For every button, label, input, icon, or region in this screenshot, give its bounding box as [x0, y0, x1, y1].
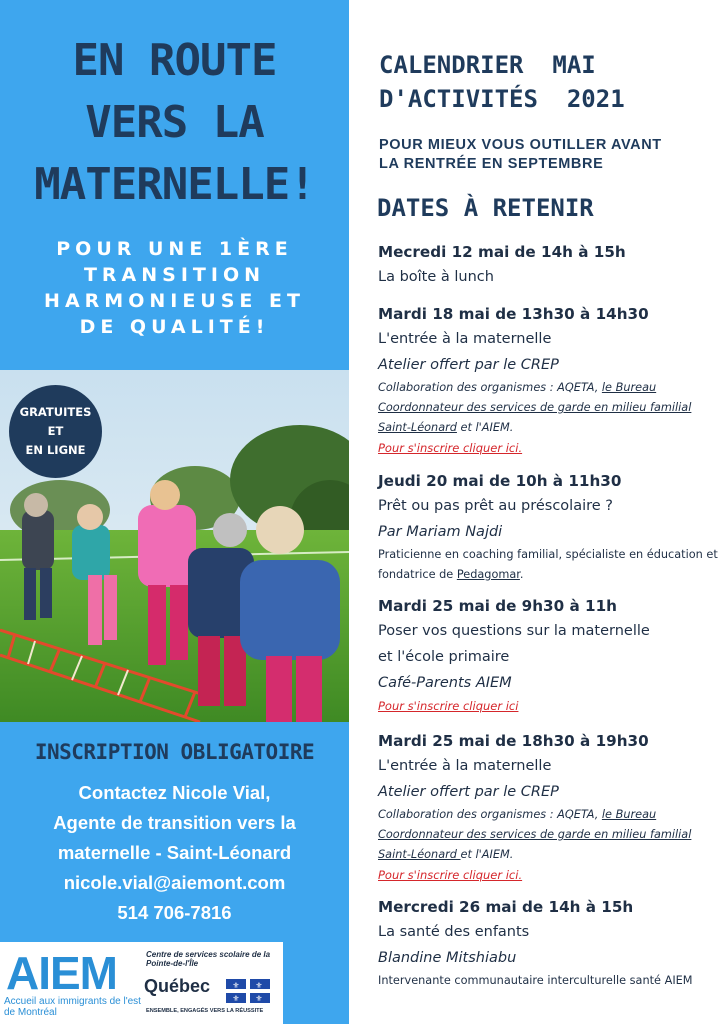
event-presenter: Blandine Mitshiabu — [378, 950, 517, 966]
aiem-logo: AIEM — [6, 947, 117, 999]
quebec-flag-icon — [226, 979, 270, 1003]
event-item — [378, 895, 718, 991]
note-text: Collaboration des organismes : AQETA, — [378, 381, 602, 394]
svg-text:⚜: ⚜ — [232, 981, 240, 990]
contact-email[interactable]: nicole.vial@aiemont.com — [63, 872, 286, 893]
calendar-subtitle — [379, 136, 662, 174]
event-date: Mercredi 26 mai de 14h à 15h — [378, 898, 634, 916]
calendar-title-line: D'ACTIVITÉS 2021 — [379, 85, 625, 113]
quebec-logo-text: Québec — [144, 976, 211, 996]
event-title: L'entrée à la maternelle — [378, 331, 552, 347]
event-note: Intervenante communautaire interculturelle santé AIEM — [378, 974, 693, 987]
headline — [0, 30, 349, 216]
tagline-line: DE QUALITÉ! — [79, 316, 270, 338]
free-online-badge — [9, 385, 102, 478]
right-panel — [349, 0, 724, 1024]
register-link[interactable]: Pour s'inscrire cliquer ici. — [378, 441, 523, 455]
note-text: . — [519, 568, 524, 581]
event-title: et l'école primaire — [378, 649, 510, 665]
headline-line: MATERNELLE! — [34, 159, 315, 210]
event-date: Mardi 18 mai de 13h30 à 14h30 — [378, 305, 649, 323]
event-title: Prêt ou pas prêt au préscolaire ? — [378, 498, 613, 514]
tagline-line: HARMONIEUSE ET — [44, 290, 305, 312]
contact-role: maternelle - Saint-Léonard — [57, 842, 292, 863]
event-item — [378, 729, 718, 885]
register-link[interactable]: Pour s'inscrire cliquer ici. — [378, 868, 523, 882]
event-title: L'entrée à la maternelle — [378, 758, 552, 774]
quebec-motto: ENSEMBLE, ENGAGÉS VERS LA RÉUSSITE — [146, 1008, 264, 1014]
badge-line: EN LIGNE — [25, 443, 86, 457]
event-item — [378, 594, 718, 716]
svg-text:⚜: ⚜ — [255, 994, 263, 1003]
event-item — [378, 240, 718, 290]
dates-to-remember-title: DATES À RETENIR — [377, 194, 594, 222]
event-date: Mardi 25 mai de 18h30 à 19h30 — [378, 732, 649, 750]
tagline-line: TRANSITION — [83, 264, 266, 286]
event-date: Jeudi 20 mai de 10h à 11h30 — [378, 472, 622, 490]
event-item — [378, 302, 718, 458]
note-text: Praticienne en coaching familial, spécialiste en éducation et fondatrice de — [378, 548, 718, 581]
event-date: Mardi 25 mai de 9h30 à 11h — [378, 597, 617, 615]
subtitle-line: POUR MIEUX VOUS OUTILLER AVANT — [379, 137, 662, 153]
contact-name: Contactez Nicole Vial, — [78, 782, 271, 803]
event-presenter: Atelier offert par le CREP — [378, 784, 559, 800]
event-title: La santé des enfants — [378, 924, 530, 940]
event-note — [378, 545, 718, 585]
contact-role: Agente de transition vers la — [53, 812, 296, 833]
school-service-center-name: Centre de services scolaire de la Pointe-de-l'Île — [146, 950, 271, 968]
calendar-title — [379, 48, 625, 116]
event-presenter: Café-Parents AIEM — [378, 675, 512, 691]
headline-line: EN ROUTE — [72, 35, 277, 86]
event-date: Mecredi 12 mai de 14h à 15h — [378, 243, 626, 261]
inscription-title: INSCRIPTION OBLIGATOIRE — [34, 740, 315, 764]
svg-text:⚜: ⚜ — [232, 994, 240, 1003]
event-presenter: Par Mariam Najdi — [378, 524, 503, 540]
contact-block — [0, 778, 349, 928]
partner-logos — [0, 942, 283, 1024]
pedagomar-link[interactable]: Pedagomar — [456, 568, 520, 581]
svg-text:⚜: ⚜ — [255, 981, 263, 990]
register-link[interactable]: Pour s'inscrire cliquer ici — [378, 699, 519, 713]
badge-line: GRATUITES — [19, 405, 92, 419]
bureau-coordonnateur-link[interactable]: le Bureau Coordonnateur des services de garde en milieu familial Saint-Léonard — [378, 381, 692, 434]
contact-phone[interactable]: 514 706-7816 — [117, 902, 232, 923]
event-item — [378, 469, 718, 585]
badge-line: ET — [47, 424, 64, 438]
left-panel — [0, 0, 349, 1024]
event-presenter: Atelier offert par le CREP — [378, 357, 559, 373]
event-note — [378, 805, 718, 865]
aiem-subtitle: Accueil aux immigrants de l'est de Montréal — [4, 996, 141, 1018]
event-title: Poser vos questions sur la maternelle — [378, 623, 650, 639]
bureau-coordonnateur-link[interactable]: le Bureau Coordonnateur des services de garde en milieu familial Saint-Léonard — [378, 808, 692, 861]
calendar-title-line: CALENDRIER MAI — [379, 51, 596, 79]
subtitle-line: LA RENTRÉE EN SEPTEMBRE — [379, 156, 604, 172]
tagline — [0, 236, 349, 340]
note-text: et l'AIEM. — [460, 848, 514, 861]
event-note — [378, 378, 718, 438]
headline-line: VERS LA — [85, 97, 264, 148]
note-text: et l'AIEM. — [456, 421, 514, 434]
event-title: La boîte à lunch — [378, 269, 494, 285]
note-text: Collaboration des organismes : AQETA, — [378, 808, 602, 821]
tagline-line: POUR UNE 1ÈRE — [56, 238, 293, 260]
